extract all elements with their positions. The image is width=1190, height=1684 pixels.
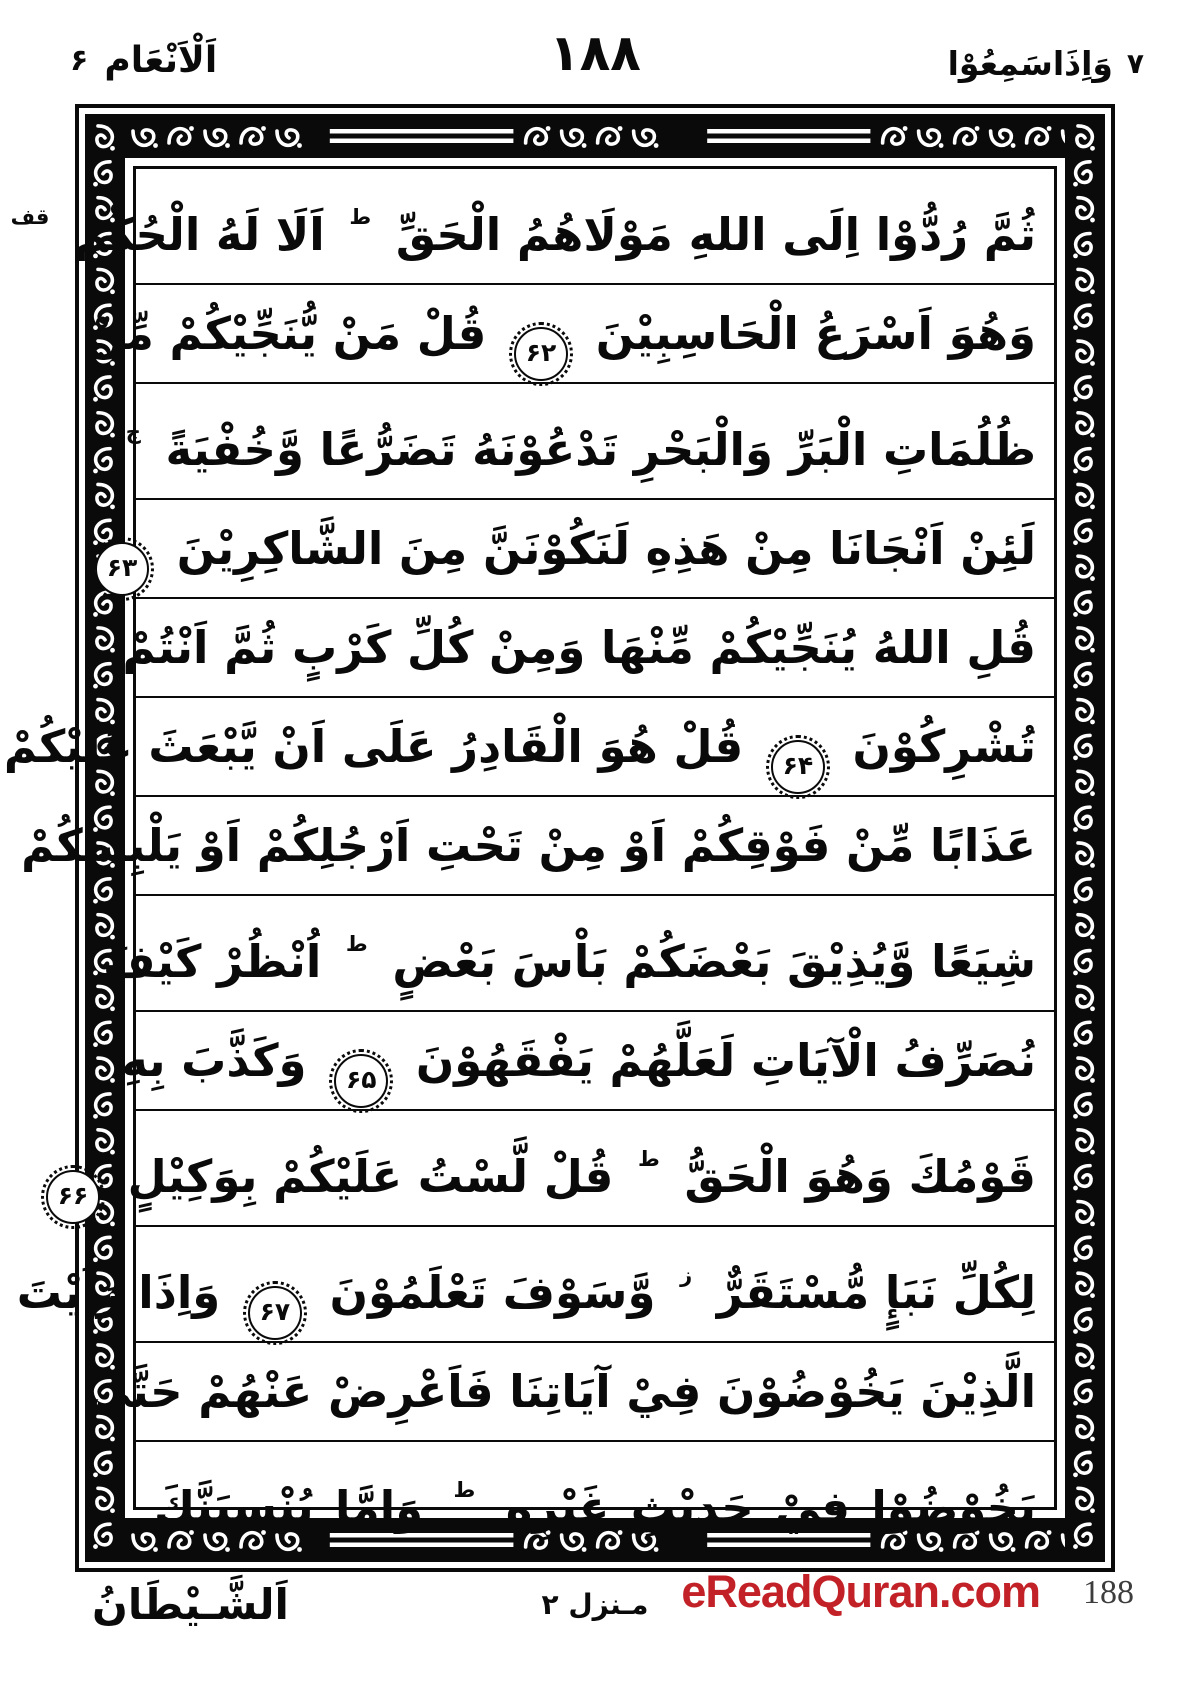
quran-line (125, 384, 1054, 500)
ayah-number-medallion: ۶۵ (334, 1054, 388, 1108)
quran-words: عَذَابًا مِّنْ فَوْقِكُمْ اَوْ مِنْ تَحْتِ اَرْجُلِكُمْ اَوْ يَلْبِسَكُمْ (21, 819, 1036, 872)
page-number: 188 (1083, 1574, 1134, 1611)
quran-words: اُنْظُرْ كَيْفَ (103, 935, 322, 988)
quran-words: وَّسَوْفَ تَعْلَمُوْنَ (329, 1266, 656, 1319)
surah-number: ۶ (70, 43, 89, 78)
quran-line (121, 1012, 1054, 1111)
quran-line (57, 1111, 1054, 1227)
pause-mark: ج (125, 420, 141, 444)
quran-words: يَخُوْضُوْا فِيْ حَدِيْثٍ غَيْرِهِ (505, 1481, 1036, 1534)
quran-words: لِكُلِّ نَبَإٍ مُّسْتَقَرٌّ (716, 1266, 1036, 1319)
juz-number: ۷ (1126, 47, 1144, 80)
pause-mark: ط (453, 1478, 476, 1502)
quran-line (16, 1227, 1054, 1343)
quran-words: قَوْمُكَ وَهُوَ الْحَقُّ (684, 1150, 1036, 1203)
quran-words: قُلْ مَنْ يُّنَجِّيْكُمْ مِّنْ (85, 307, 487, 360)
brand-watermark: eReadQuran.com (681, 1566, 1040, 1617)
surah-name: اَلْاَنْعَام (104, 40, 218, 81)
quran-line (3, 698, 1054, 797)
quran-words: قُلْ لَّسْتُ عَلَيْكُمْ بِوَكِيْلٍ (127, 1150, 614, 1203)
quran-line (10, 169, 1054, 285)
manzil-label: مـنزل ۲ (541, 1588, 649, 1621)
quran-line (106, 500, 1054, 599)
pause-mark: ط (638, 1147, 660, 1171)
juz-name: وَاِذَاسَمِعُوْا (947, 44, 1113, 83)
ornamental-frame (3, 104, 1115, 1572)
quran-line (86, 1343, 1054, 1442)
frame-band-box (3, 114, 1105, 1562)
quran-text-area (3, 166, 1057, 1534)
frame-ornament-right (1065, 114, 1105, 1562)
juz-header (948, 44, 1144, 83)
quran-words: تُشْرِكُوْنَ (852, 720, 1036, 773)
quran-words: وَكَذَّبَ بِهِ (121, 1034, 307, 1087)
quran-words: ظُلُمَاتِ الْبَرِّ وَالْبَحْرِ تَدْعُوْنَهُ تَضَرُّعًا وَّخُفْيَةً (165, 423, 1036, 476)
ayah-number-medallion: ۶۲ (514, 327, 568, 381)
quran-line (85, 285, 1054, 384)
page-number-arabic: ١٨٨ (549, 24, 641, 82)
pause-mark: ز (680, 1263, 693, 1287)
quran-line (136, 1442, 1054, 1556)
ayah-number-medallion: ۶۳ (95, 542, 149, 596)
pause-mark: ط (345, 932, 368, 956)
quran-words: شِيَعًا وَّيُذِيْقَ بَعْضَكُمْ بَاْسَ بَعْضٍ (392, 935, 1036, 988)
quran-words: الَّذِيْنَ يَخُوْضُوْنَ فِيْ آيَاتِنَا فَاَعْرِضْ عَنْهُمْ حَتَّى (86, 1365, 1036, 1418)
quran-words: وَاِذَا رَاَيْتَ (16, 1266, 221, 1319)
pause-mark: قف (10, 205, 50, 229)
quran-words: وَهُوَ اَسْرَعُ الْحَاسِبِيْنَ (595, 307, 1036, 360)
quran-line (122, 599, 1054, 698)
quran-words: وَاِمَّا يُنْسِيَنَّكَ (154, 1481, 424, 1534)
ayah-number-medallion: ۶۶ (46, 1170, 100, 1224)
quran-line (103, 896, 1054, 1012)
catchword: اَلشَّـيْطَانُ (92, 1580, 289, 1629)
quran-words: نُصَرِّفُ الْآيَاتِ لَعَلَّهُمْ يَفْقَهُوْنَ (415, 1034, 1036, 1087)
quran-words: اَلَا لَهُ الْحُكْمُ (74, 208, 325, 261)
quran-words: لَئِنْ اَنْجَانَا مِنْ هَذِهِ لَنَكُوْنَنَّ مِنَ الشَّاكِرِيْنَ (176, 522, 1036, 575)
pause-mark: ط (349, 205, 372, 229)
frame-ornament-top (85, 114, 1105, 158)
quran-line (21, 797, 1054, 896)
ayah-number-medallion: ۶۴ (771, 740, 825, 794)
quran-words: ثُمَّ رُدُّوْا اِلَى اللهِ مَوْلَاهُمُ الْحَقِّ (395, 208, 1036, 261)
quran-words: قُلْ هُوَ الْقَادِرُ عَلَى اَنْ يَّبْعَثَ عَلَيْكُمْ (3, 720, 744, 773)
ayah-number-medallion: ۶۷ (248, 1286, 302, 1340)
quran-words: قُلِ اللهُ يُنَجِّيْكُمْ مِّنْهَا وَمِنْ كُلِّ كَرْبٍ ثُمَّ اَنْتُمْ (122, 621, 1036, 674)
